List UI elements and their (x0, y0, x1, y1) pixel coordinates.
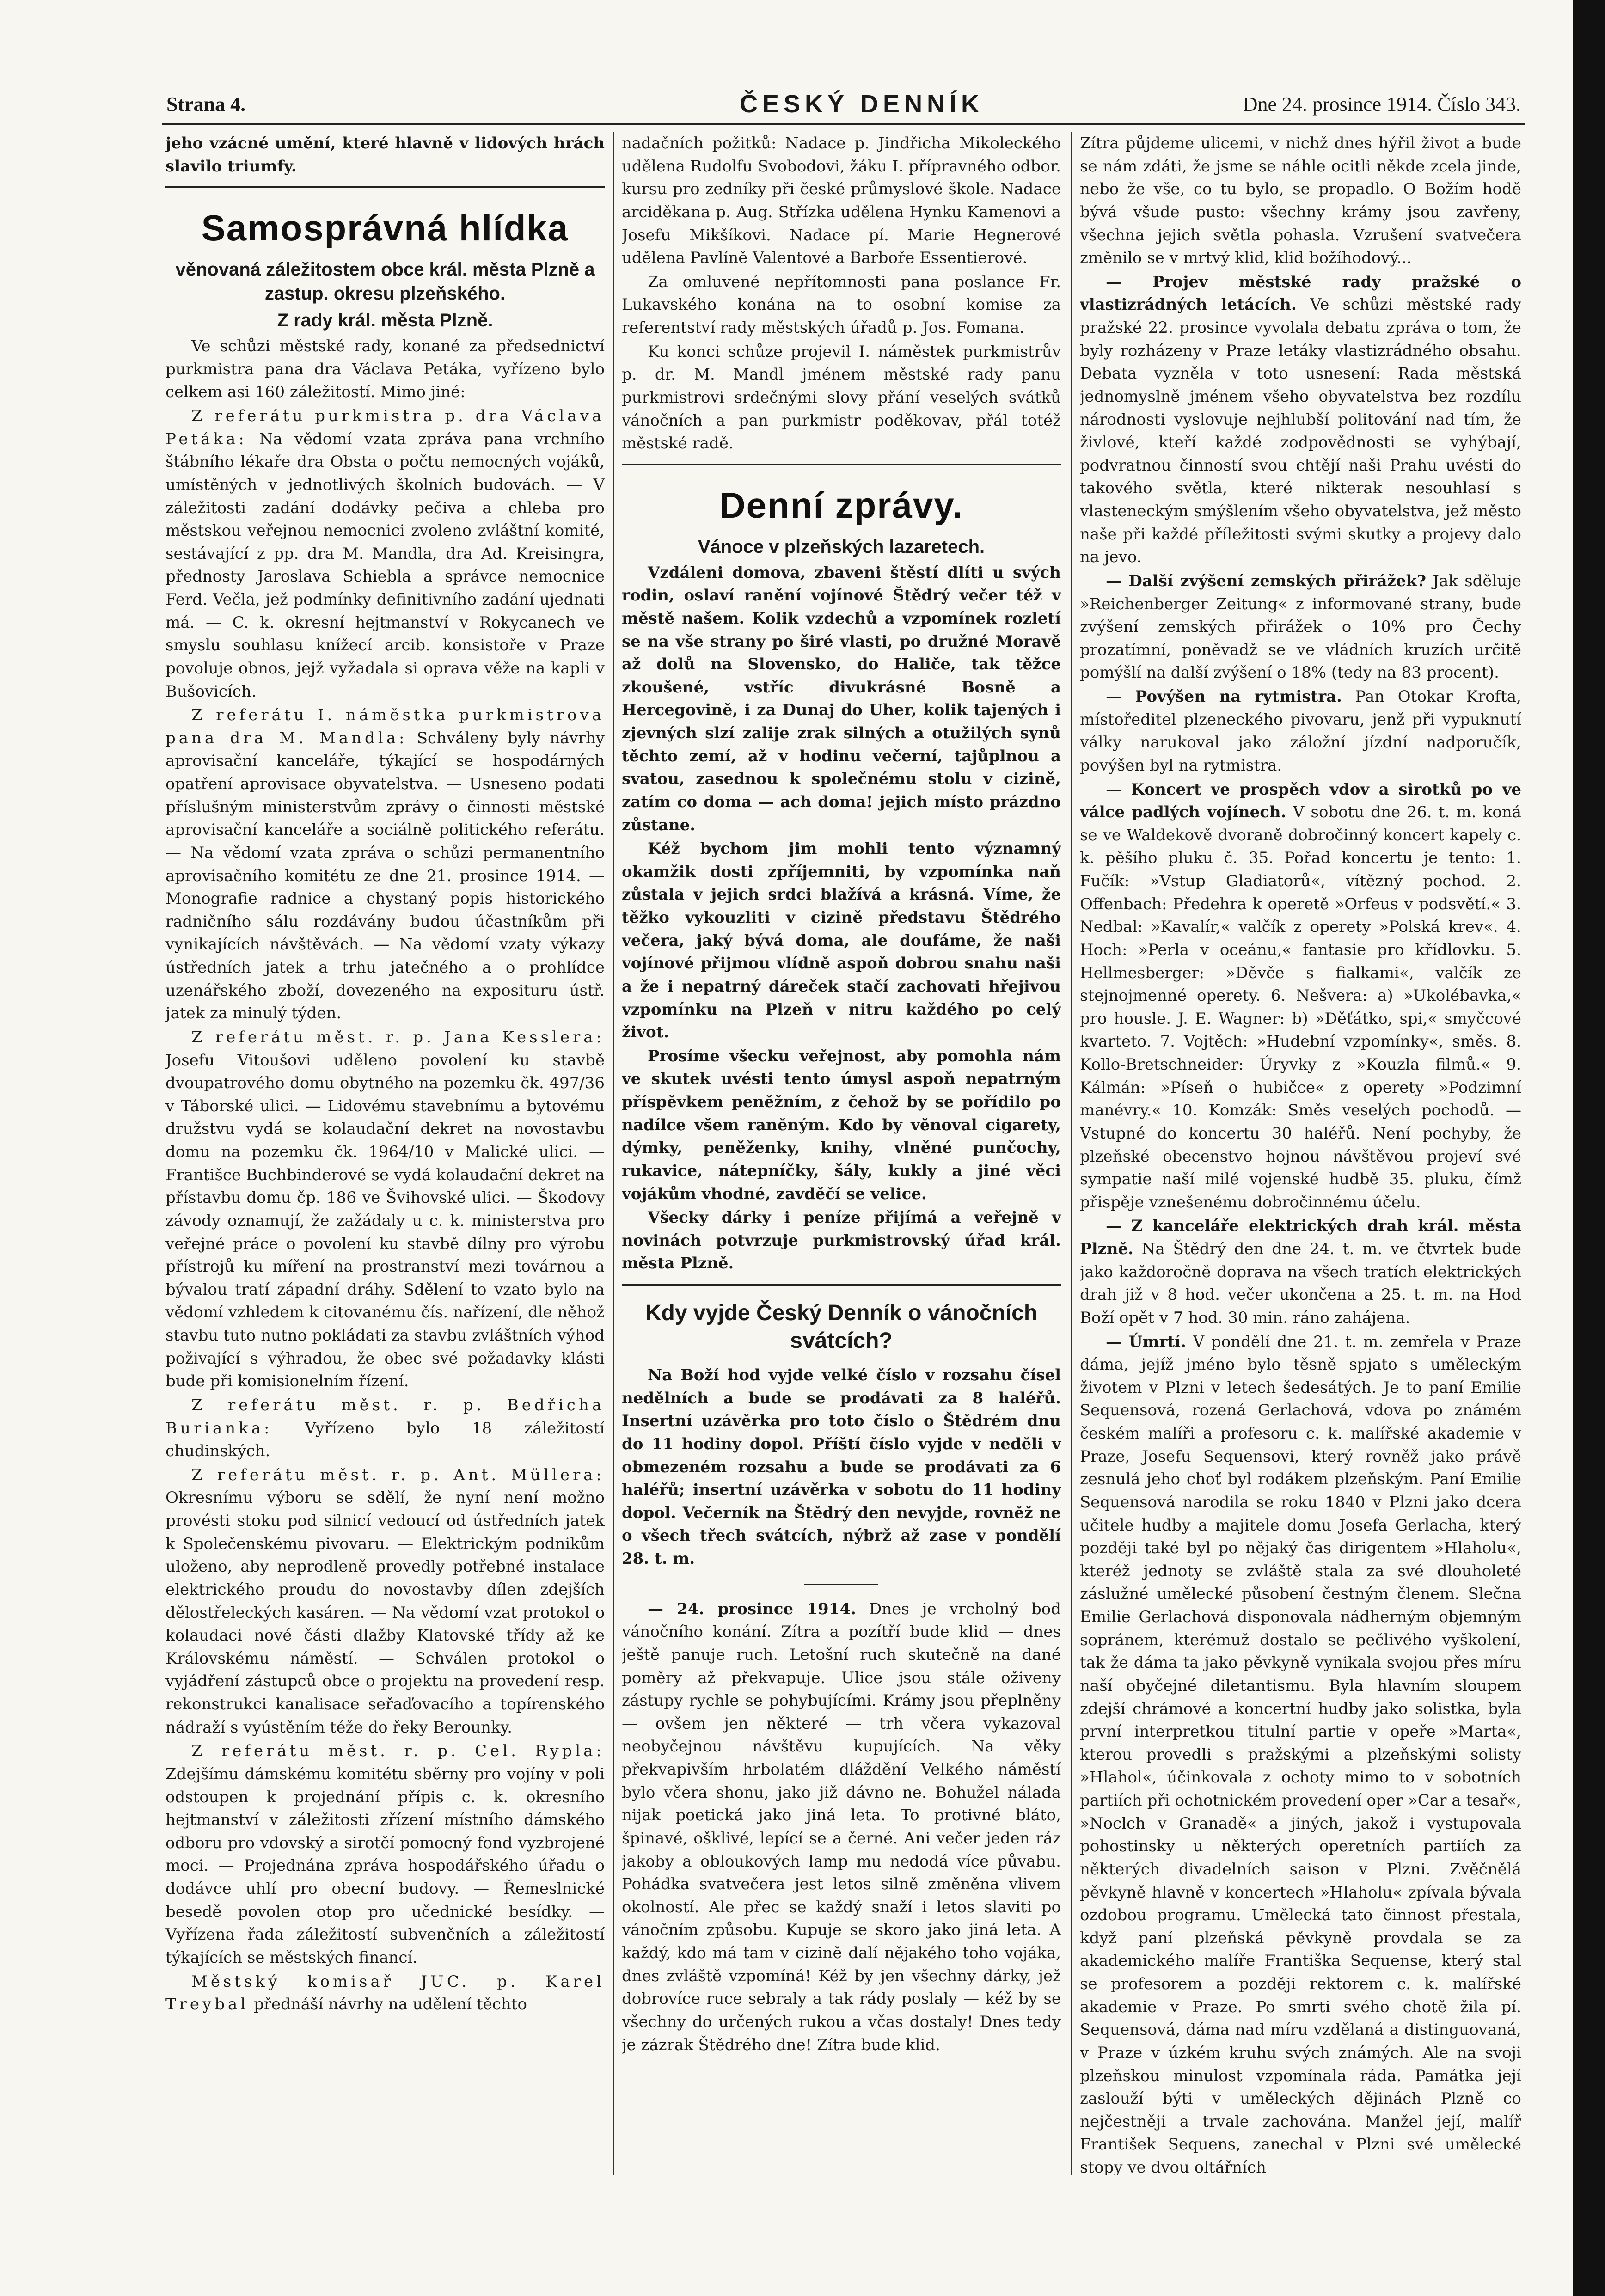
paragraph-text: Vyřízeno bylo 18 záležitostí chudinských. (165, 1419, 605, 1461)
section-divider (622, 1284, 1061, 1286)
paragraph: Za omluvené nepřítomnosti pana poslance Fr. Lukavského konána na to osobní komise za referentství rady městských úřadů p. Jos. Fomana. (622, 272, 1061, 337)
paragraph-text: Dnes je vrcholný bod vánočního konání. Zítra a pozítří bude klid — dnes ještě panuje ruch. Letošní ruch skutečně na dané poměry až překvapuje. Ulice jsou stále oživeny zástupy rychle se pohybujícími. Krámy jsou přeplněny — ovšem jen některé — trh včera vykazoval neobyčejnou návštěvu kupujících. Na věky překvapivším hrbolatém dláždění Velkého náměstí bylo včera shonu, jako již dávno ne. Bohužel nálada nijak poetická jako jiná leta. To protivné bláto, špinavé, ošklivé, lepící se a černé. Ani večer jeden ráz jakoby a obloukových lamp mu nedodá více půvabu. Pohádka svatvečera jest letos silně změněna vlivem okolností. Ale přec se každý snaží i letos slaviti po vánočním způsobu. Kupuje se skoro jako jiná leta. A každý, kdo má tam v cizině dalí nějakého toho vojáka, dnes zvláště vzpomíná! Kéž by jen všechny dárky, jež dobrovíce ruce sebraly a tak rády poslaly — kéž by se všechny do určených rukou a včas dostaly! Dnes tedy je zázrak Štědrého dne! Zítra bude klid. (622, 1599, 1061, 2054)
paragraph-lead: — Další zvýšení zemských přirážek? (1106, 571, 1426, 590)
paragraph-text: Zdejšímu dámskému komitétu sběrny pro vojíny v poli odstoupen k projednání přípis c. k. okresního hejtmanství v záležitosti zřízení místního dámského odboru pro vdovský a sirotčí pomocný fond vyzbrojené moci. — Projednána zpráva hospodářského úřadu o dodávce uhlí pro obecní budovy. — Řemeslnické besedě povolen otop pro učednické besídky. — Vyřízena řada záležitostí subvenčních a záležitostí týkajících se městských financí. (165, 1764, 605, 1967)
paragraph-lead: — 24. prosince 1914. (648, 1599, 856, 1618)
paragraph-text: V pondělí dne 21. t. m. zemřela v Praze dáma, jejíž jméno bylo těsně spjato s uměleckým životem v Plzni v letech šedesátých. Je to paní Emilie Sequensová, rozená Gerlachová, vdova po známém českém malíři a profesoru c. k. malířské akademie v Praze, Josefu Sequensovi, který rovněž jako právě zesnulá jeho choť byl rodákem plzeňským. Paní Emilie Sequensová narodila se roku 1840 v Plzni jako dcera učitele hudby a majitele domu Josefa Gerlacha, který později také byl po nějaký čas dirigentem »Hlaholu«, kteréž jednoty se zvláště stala za své dlouholeté záslužné umělecké působení čestným členem. Slečna Emilie Gerlachová disponovala nádherným objemným sopránem, kterémuž dostalo se pečlivého vyškolení, tak že dáma ta jako pěvkyně vynikala svojou přes míru naší obyčejné diletantismu. Byla hlavním sloupem zdejší chrámové a koncertní hudby jako solistka, byla první interpretkou titulní partie v opeře »Marta«, kterou provedli s pražskými a plzeňskými solisty »Hlahol«, účinkovala z ochoty mimo to v sobotních partiích při ochotnickém provedení oper »Car a tesař«, »Noclch v Granadě« a jiných, jakož i vystupovala pohostinsky u některých operetních partiích za některých divadelních saison v Plzni. Zvěčnělá pěvkyně hlavně v koncertech »Hlaholu« zpívala bývala ozdobou programu. Umělecká tato činnost přestala, když paní plzeňská pěvkyně provdala se za akademického malíře Františka Sequense, který stal se profesorem a později rektorem c. k. malířské akademie v Praze. Po smrti svého chotě žila pí. Sequensová, dáma nad míru vzdělaná a distinguovaná, v Praze v úzkém kruhu svých známých. Ale na svoji plzeňskou minulost vzpomínala ráda. Památka její zaslouží býti v uměleckých dějinách Plzně co nejčestněji a trvale zachována. Manžel její, malíř František Sequens, zanechal v Plzni své umělecké stopy ve dvou oltářních (1080, 1332, 1521, 2175)
paragraph (165, 1971, 605, 2016)
paragraph: Ku konci schůze projevil I. náměstek purkmistrův p. dr. M. Mandl jménem městské rady panu purkmistrovi srdečnými slovy přání veselých svátků vánočních a pan purkmistr poděkovav, přál totéž městské radě. (622, 342, 1061, 453)
paragraph (165, 704, 605, 1025)
paragraph: Kéž bychom jim mohli tento významný okamžik dosti zpříjemniti, by vzpomínka naň zůstala v jejich srdci blažívá a krásná. Víme, že těžko vykouzliti v cizině představu Štědrého večera, jaký bývá doma, ale doufáme, že naši vojínové přijmou vlídně aspoň dobrou snahu naši a že i nepatrný dáreček stačí zachovati hřejivou vzpomínku na Plzeň v nitru každého po celý život. (622, 839, 1061, 1042)
paragraph (1080, 271, 1521, 569)
column-1 (165, 132, 605, 2175)
section-divider (165, 186, 605, 188)
paragraph (165, 1026, 605, 1393)
article-ending: jeho vzácné umění, které hlavně v lidových hrách slavilo triumfy. (165, 134, 605, 176)
paragraph-text: Okresnímu výboru se sdělí, že nyní není možno provésti stoku pod silnicí vedoucí od ústředních jatek k Společenskému pivovaru. — Elektrickým podnikům uloženo, aby neprodleně provedly potřebné instalace elektrického proudu do novostavby dílen zdejších dělostřeleckých kasáren. — Na vědomí vzat protokol o kolaudaci nové části dlažby Klatovské třídy až ke Královskému náměstí. — Schválen protokol o vyjádření zástupců obce o projektu na provedení resp. rekonstrukci kanalisace seřaďovacího a topírenského nádraží s vyústěním téže do řeky Berounky. (165, 1488, 605, 1737)
referat-lead: Z referátu měst. r. p. Ant. Müllera: (191, 1465, 605, 1484)
page-header (166, 92, 1521, 118)
short-divider (804, 1584, 878, 1585)
referat-lead: Z referátu měst. r. p. Bedřicha Burianka: (165, 1396, 605, 1438)
paragraph: Vzdáleni domova, zbaveni štěstí dlíti u svých rodin, oslaví ranění vojínové Štědrý večer též v městě našem. Kolik vzdechů a vzpomínek rozletí se na vše strany po širé vlasti, po družné Moravě až dolů na Slovensko, do Haliče, tak těžce zkoušené, vstříc divukrásné Bosně a Hercegovině, i za Dunaj do Uher, kolik tajených i zjevných slzí zalije zrak silných a otužilých synů těchto zemí, až v hodinu večerní, tajůplnou a svatou, zasednou k společnému stolu v cizině, zatím co doma — ach doma! jejich místo prázdno zůstane. (622, 563, 1061, 834)
paragraph (1080, 1215, 1521, 1329)
paragraph-lead: — Povýšen na rytmistra. (1106, 687, 1342, 706)
paragraph: Zítra půjdeme ulicemi, v nichž dnes hýřil život a bude se nám zdáti, že jsme se náhle ocitli někde zcela jinde, nebo že vše, co tu bylo, se propadlo. O Božím hodě bývá všude pusto: všechny krámy jsou zavřeny, všechna jejich světla pohasla. Vzrušení svatvečera změnilo se v mrtvý klid, klid božíhodový... (1080, 134, 1521, 268)
paragraph: Všecky dárky i peníze přijímá a veřejně v novinách potvrzuje purkmistrovský úřad král. města Plzně. (622, 1208, 1061, 1273)
paragraph-lead: — Úmrtí. (1106, 1332, 1186, 1351)
section-divider (622, 464, 1061, 465)
column-2 (622, 132, 1061, 2175)
article-headline: Vánoce v plzeňských lazaretech. (698, 536, 985, 557)
paragraph (1080, 686, 1521, 778)
paragraph-text: Jak sděluje »Reichenberger Zeitung« z informované strany, bude zvýšení zemských přirážek o 10% pro Čechy prozatímní, poněvadž se ve vládních kruzích určitě pomýšlí na další zvýšení o 18% (tedy na 83 procent). (1080, 571, 1521, 682)
page-number: Strana 4. (166, 93, 246, 116)
newspaper-title: ČESKÝ DENNÍK (740, 90, 984, 118)
paragraph-text: Josefu Vitoušovi uděleno povolení ku stavbě dvoupatrového domu obytného na pozemku čk. 497/36 v Táborské ulici. — Lidovému stavebnímu a bytovému družstvu vydá se kolaudační dekret na novostavbu domu na pozemku čk. 1964/10 v Malické ulici. — Františce Buchbinderové se vydá kolaudační dekret na přístavbu domu čp. 186 ve Švihovské ulici. — Škodovy závody oznamují, že zažádaly u c. k. ministerstva pro veřejné práce o povolení ku stavbě dílny pro výrobu přístrojů ku míření na prostranství mezi továrnou a bývalou tratí západní dráhy. Sdělení to vzato bylo na vědomí vzhledem k citovanému čís. nařízení, dle něhož stavbu tuto nutno pokládati za stavbu zvláštních výhod poživající s výhradou, že obec své požadavky klásti bude při komisionelním řízení. (165, 1051, 605, 1391)
paragraph (622, 1598, 1061, 2057)
paragraph (1080, 570, 1521, 685)
column-rule (613, 132, 614, 2175)
referat-lead: Městský komisař JUC. p. Karel Treybal (165, 1972, 605, 2014)
paragraph (165, 1740, 605, 1969)
paragraph-text: přednáší návrhy na udělení těchto (253, 1995, 527, 2014)
paragraph (1080, 778, 1521, 1214)
referat-lead: Z referátu I. náměstka purkmistrova pana dra M. Mandla: (165, 706, 605, 747)
column-3 (1080, 132, 1521, 2175)
section-subtitle-2: Z rady král. města Plzně. (277, 310, 493, 331)
paragraph: Na Boží hod vyjde velké číslo v rozsahu čísel nedělních a bude se prodávati za 8 haléřů. Insertní uzávěrka pro toto číslo o Štědrém dnu do 11 hodiny dopol. Příští číslo vyjde v neděli v obmezeném rozsahu a bude se prodávati za 6 haléřů; insertní uzávěrka v sobotu do 11 hodiny dopol. Večerník na Štědrý den nevyjde, rovněž ne o všech třech svátcích, nýbrž až zase v pondělí 28. t. m. (622, 1366, 1061, 1568)
paragraph (1080, 1331, 1521, 2176)
referat-lead: Z referátu purkmistra p. dra Václava Petáka: (165, 407, 605, 448)
page-binding-edge (1573, 0, 1605, 2296)
paragraph (165, 405, 605, 703)
issue-date: Dne 24. prosince 1914. Číslo 343. (1243, 93, 1521, 116)
paragraph-lead: — Koncert ve prospěch vdov a sirotků po ve válce padlých vojínech. (1080, 780, 1521, 822)
column-rule (1071, 132, 1072, 2175)
paragraph-text: Ve schůzi městské rady pražské 22. prosince vyvolala debatu zpráva o tom, že byly rozházeny v Praze letáky vlastizrádného obsahu. Debata vyzněla v toto usnesení: Rada městská jednomyslně jménem všeho obyvatelstva bez rozdílu národnosti vyslovuje nejhlubší politování nad tím, že živlové, kteří každé zodpovědnosti se vyhýbají, podvratnou činností svou chtějí naši Prahu uvésti do takového světla, které nikterak nesouhlasí s vlasteneckým smýšlením všeho obyvatelstva, jež město naše při každé příležitosti svými skutky a projevy dalo na jevo. (1080, 295, 1521, 567)
referat-lead: Z referátu měst. r. p. Cel. Rypla: (191, 1742, 605, 1761)
paragraph: nadačních požitků: Nadace p. Jindřicha Mikoleckého udělena Rudolfu Svobodovi, žáku I. přípravného odbor. kursu pro zedníky při české průmyslové škole. Nadace arciděkana p. Aug. Střízka udělena Hynku Kamenovi a Josefu Mikšíkovi. Nadace pí. Marie Hegnerové udělena Pavlíně Valentové a Barboře Essentierové. (622, 134, 1061, 268)
paragraph-text: Na vědomí vzata zpráva pana vrchního štábního lékaře dra Obsta o počtu nemocných vojáků, umístěných v jednotlivých školních budovách. — V záležitosti zadání dodávky pečiva a chleba pro městskou veřejnou nemocnici zvoleno zvláštní komité, sestávající z pp. dra M. Mandla, dra Ad. Kreisingra, přednosty Jaroslava Schiebla a správce nemocnice Ferd. Večla, jež podmínky definitivního zadání ujednati má. — C. k. okresní hejtmanství v Rokycanech ve smyslu souhlasu knížecí arcib. konsistoře v Praze povoluje obnos, jejž vyžadala si oprava věže na kapli v Bušovicích. (165, 429, 605, 701)
referat-lead: Z referátu měst. r. p. Jana Kesslera: (191, 1028, 605, 1047)
paragraph-text: V sobotu dne 26. t. m. koná se ve Waldekově dvoraně dobročinný koncert kapely c. k. pěšího pluku č. 35. Pořad koncertu je tento: 1. Fučík: »Vstup Gladiatorů«, vítězný pochod. 2. Offenbach: Předehra k operetě »Orfeus v podsvětí.« 3. Nedbal: »Kavalír,« valčík z operety »Polská krev«. 4. Hoch: »Perla v oceánu,« fantasie pro křídlovku. 5. Hellmesberger: »Děvče s fialkami«, valčík ze stejnojmenné operety. 6. Nešvera: a) »Ukolébavka,« pro housle. J. E. Wagner: b) »Děťátko, spi,« smyčcové kvarteto. 7. Vojtěch: »Hudební vzpomínky«, směs. 8. Kollo-Bretschneider: Úryvky z »Kouzla filmů.« 9. Kálmán: »Píseň o hubičce« z operety »Podzimní manévry.« 10. Komzák: Směs veselých pochodů. — Vstupné do koncertu 30 haléřů. Není pochyby, že plzeňské obecenstvo hojnou návštěvou projeví své sympatie naší milé vojenské hudbě 35. pluku, čímž přispěje vznešenému dobročinnému účelu. (1080, 803, 1521, 1212)
paragraph: Ve schůzi městské rady, konané za předsednictví purkmistra pana dra Václava Petáka, vyřízeno bylo celkem asi 160 záležitostí. Mimo jiné: (165, 337, 605, 402)
section-subtitle: věnovaná záležitostem obce král. města Plzně a zastup. okresu plzeňského. (175, 259, 595, 304)
paragraph-text: Pan Otokar Krofta, místoředitel plzeneckého pivovaru, jenž při vypuknutí války narukoval jako záložní jízdní nadporučík, povýšen byl na rytmistra. (1080, 687, 1521, 775)
section-rubric: Denní zprávy. (719, 484, 963, 526)
paragraph-lead: — Projev městské rady pražské o vlastizrádných letácích. (1080, 272, 1521, 314)
paragraph-text: Na Štědrý den dne 24. t. m. ve čtvrtek bude jako každoročně doprava na všech tratích elektrických drah již v 8 hod. večer ukončena a 25. t. m. na Hod Boží opět v 7 hod. 30 min. ráno zahájena. (1080, 1240, 1521, 1327)
paragraph (165, 1464, 605, 1739)
paragraph-lead: — Z kanceláře elektrických drah král. města Plzně. (1080, 1217, 1521, 1258)
paragraph: Prosíme všecku veřejnost, aby pomohla nám ve skutek uvésti tento úmysl aspoň nepatrným příspěvkem peněžním, z čehož by se pořídilo po nadílce všem raněným. Kdo by věnoval cigarety, dýmky, peněženky, knihy, vlněné punčochy, rukavice, nátepníčky, šály, kukly a jiné věci vojákům vhodné, zavděčí se velice. (622, 1047, 1061, 1203)
article-headline: Kdy vyjde Český Denník o vánočních svátcích? (645, 1301, 1038, 1353)
header-rule (162, 123, 1525, 125)
paragraph-text: Schváleny byly návrhy aprovisační kanceláře, týkající se hospodárných opatření aprovisace obyvatelstva. — Usneseno podati příslušným ministerstvům zprávy o činnosti městské aprovisační kanceláře a sociálně politického referátu. — Na vědomí vzata zpráva o schůzi permanentního aprovisačního komitétu ze dne 21. prosince 1914. — Monografie radnice a chystaný popis historického radničního sálu rozdávány budou účastníkům při vynikajících návštěvách. — Na vědomí vzaty výkazy ústředních jatek a trhu jatečného a o prohlídce uzenářského zboží, dovezeného na exposituru ústř. jatek za minulý týden. (165, 729, 605, 1023)
section-rubric: Samosprávná hlídka (201, 208, 569, 249)
paragraph (165, 1394, 605, 1463)
